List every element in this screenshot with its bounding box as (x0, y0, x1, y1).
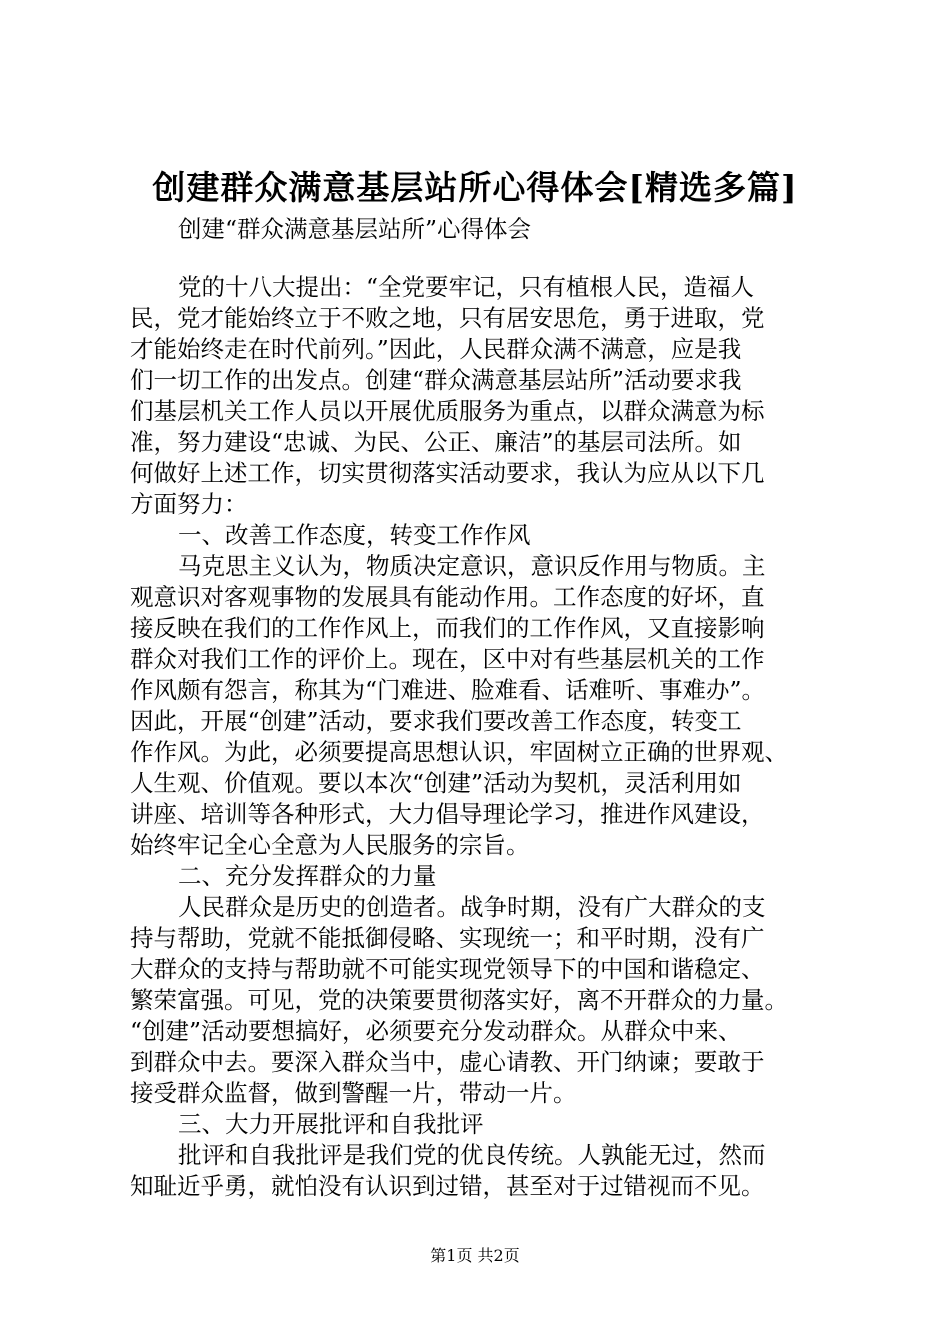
paragraph-line: 们基层机关工作人员以开展优质服务为重点，以群众满意为标 (130, 397, 765, 425)
paragraph-line: 到群众中去。要深入群众当中，虚心请教、开门纳谏；要敢于 (130, 1048, 765, 1076)
paragraph-line: 讲座、培训等各种形式，大力倡导理论学习，推进作风建设， (130, 800, 765, 828)
paragraph-line: 始终牢记全心全意为人民服务的宗旨。 (130, 831, 530, 859)
paragraph-line: 接反映在我们的工作作风上，而我们的工作作风，又直接影响 (130, 614, 765, 642)
paragraph-line: 持与帮助，党就不能抵御侵略、实现统一；和平时期，没有广 (130, 924, 765, 952)
paragraph-line: 繁荣富强。可见，党的决策要贯彻落实好，离不开群众的力量。 (130, 986, 788, 1014)
document-title: 创建群众满意基层站所心得体会[精选多篇] (152, 168, 798, 207)
paragraph-line: 们一切工作的出发点。创建“群众满意基层站所”活动要求我 (130, 366, 742, 394)
paragraph-line: 因此，开展“创建”活动，要求我们要改善工作态度，转变工 (130, 707, 742, 735)
paragraph-line: 接受群众监督，做到警醒一片，带动一片。 (130, 1079, 577, 1107)
subtitle-line: 创建“群众满意基层站所”心得体会 (178, 215, 532, 243)
page-number: 第1页 共2页 (430, 1246, 520, 1265)
paragraph-line: 何做好上述工作，切实贯彻落实活动要求，我认为应从以下几 (130, 459, 765, 487)
section-heading: 三、大力开展批评和自我批评 (178, 1110, 484, 1138)
paragraph-line: 人生观、价值观。要以本次“创建”活动为契机，灵活利用如 (130, 769, 742, 797)
paragraph-line: 准，努力建设“忠诚、为民、公正、廉洁”的基层司法所。如 (130, 428, 742, 456)
paragraph-line: 民，党才能始终立于不败之地，只有居安思危，勇于进取，党 (130, 304, 765, 332)
paragraph-line: “创建”活动要想搞好，必须要充分发动群众。从群众中来、 (130, 1017, 742, 1045)
paragraph-line: 人民群众是历史的创造者。战争时期，没有广大群众的支 (178, 893, 766, 921)
paragraph-line: 马克思主义认为，物质决定意识，意识反作用与物质。主 (178, 552, 766, 580)
paragraph-line: 作作风。为此，必须要提高思想认识，牢固树立正确的世界观、 (130, 738, 788, 766)
paragraph-line: 观意识对客观事物的发展具有能动作用。工作态度的好坏，直 (130, 583, 765, 611)
paragraph-line: 大群众的支持与帮助就不可能实现党领导下的中国和谐稳定、 (130, 955, 765, 983)
section-heading: 一、改善工作态度，转变工作作风 (178, 521, 531, 549)
paragraph-line: 党的十八大提出：“全党要牢记，只有植根人民，造福人 (178, 273, 755, 301)
paragraph-line: 群众对我们工作的评价上。现在，区中对有些基层机关的工作 (130, 645, 765, 673)
paragraph-line: 才能始终走在时代前列。”因此，人民群众满不满意，应是我 (130, 335, 742, 363)
paragraph-line: 方面努力： (130, 490, 248, 518)
paragraph-line: 知耻近乎勇，就怕没有认识到过错，甚至对于过错视而不见。 (130, 1172, 765, 1200)
section-heading: 二、充分发挥群众的力量 (178, 862, 437, 890)
paragraph-line: 批评和自我批评是我们党的优良传统。人孰能无过，然而 (178, 1141, 766, 1169)
paragraph-line: 作风颇有怨言，称其为“门难进、脸难看、话难听、事难办”。 (130, 676, 766, 704)
